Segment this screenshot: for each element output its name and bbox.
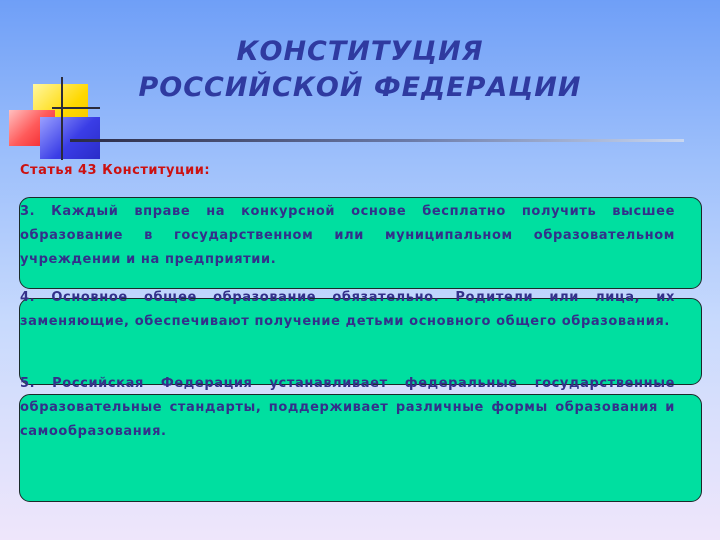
article-heading: Статья 43 Конституции:: [20, 163, 211, 178]
slide-title: [60, 34, 660, 106]
paragraph-text-1: 3. Каждый вправе на конкурсной основе бесплатно получить высшее образование в государственном или муниципальном образовательном учреждении и на предприятии.: [20, 204, 675, 267]
title-line-1: КОНСТИТУЦИЯ: [236, 36, 484, 67]
title-underline-rule: [70, 139, 684, 142]
blue-square-decoration: [40, 117, 100, 159]
vertical-line-decoration: [61, 77, 63, 160]
title-line-2: РОССИЙСКОЙ ФЕДЕРАЦИИ: [138, 72, 582, 103]
paragraph-text-2: 4. Основное общее образование обязательно. Родители или лица, их заменяющие, обеспечивают получение детьми основного общего образования.: [20, 290, 675, 329]
paragraph-text-3: 5. Российская Федерация устанавливает федеральные государственные образовательные стандарты, поддерживает различные формы образования и самообразования.: [20, 376, 675, 439]
horizontal-line-decoration: [52, 107, 100, 109]
